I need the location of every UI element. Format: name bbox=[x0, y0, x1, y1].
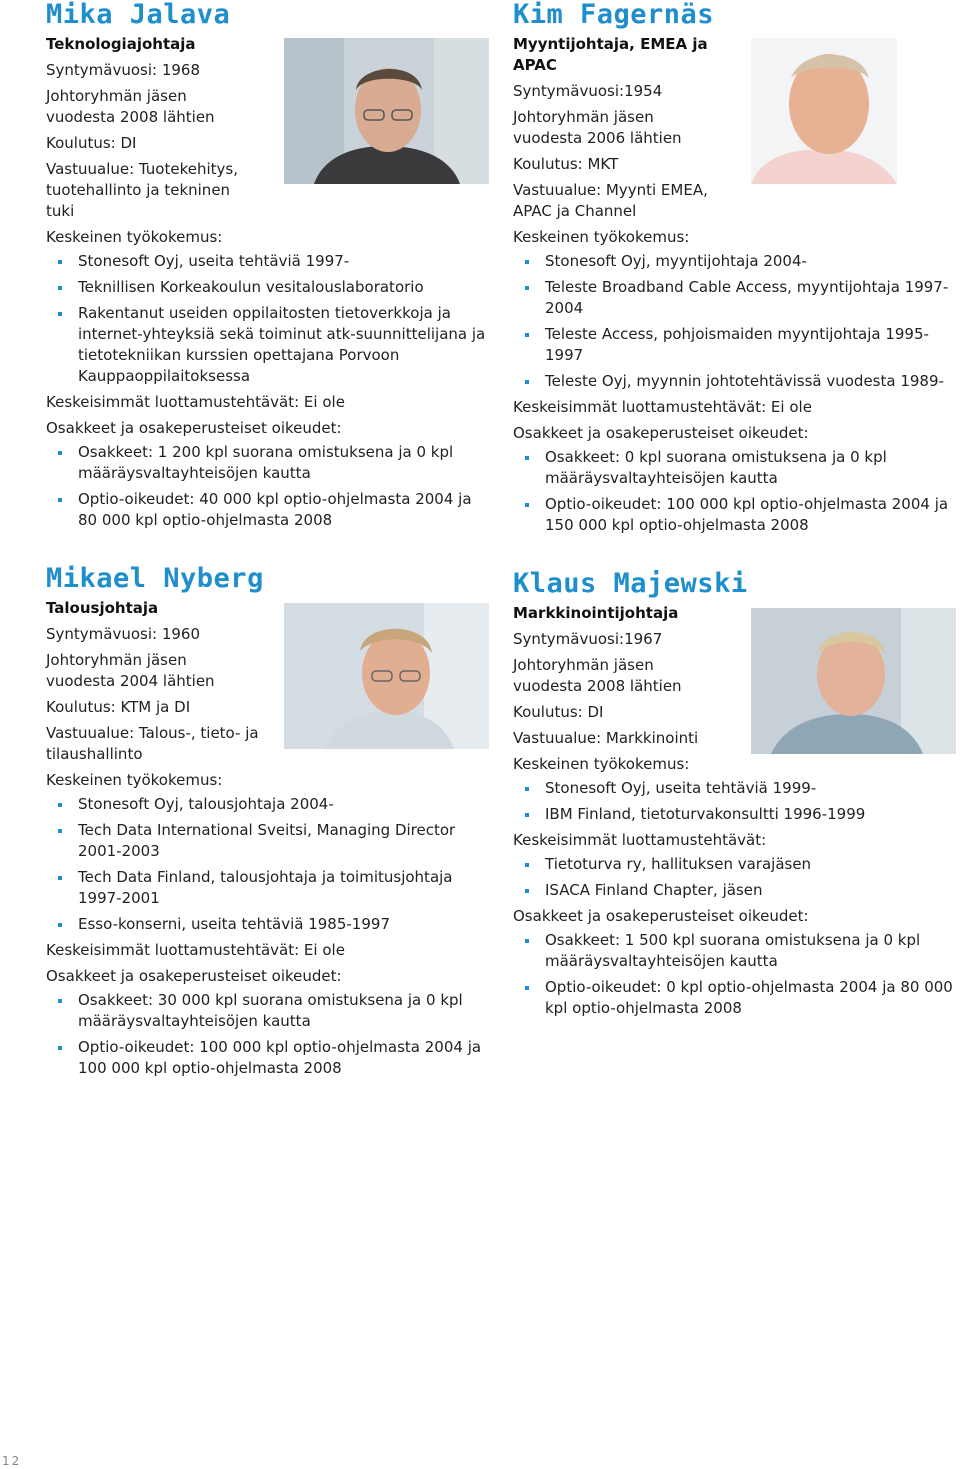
bullet-icon bbox=[525, 787, 529, 791]
list-item-text: ISACA Finland Chapter, jäsen bbox=[545, 881, 763, 899]
bullet-icon bbox=[58, 260, 62, 264]
list-item bbox=[513, 880, 958, 901]
list-item-text: Osakkeet: 0 kpl suorana omistuksena ja 0 kpl määräysvaltayhteisöjen kautta bbox=[545, 448, 887, 487]
list-item-text: Rakentanut useiden oppilaitosten tietoverkkoja ja internet-yhteyksiä sekä toiminut atk-suunnittelijana ja tietotekniikan kurssien opettajana Porvoon Kauppaoppilaitoksessa bbox=[78, 304, 486, 385]
list-item bbox=[513, 977, 958, 1019]
bullet-icon bbox=[525, 939, 529, 943]
list-item-text: Esso-konserni, useita tehtäviä 1985-1997 bbox=[78, 915, 390, 933]
education: Koulutus: DI bbox=[46, 134, 137, 152]
bullet-icon bbox=[58, 876, 62, 880]
shares-label: Osakkeet ja osakeperusteiset oikeudet: bbox=[46, 967, 342, 985]
bullet-icon bbox=[525, 813, 529, 817]
list-item-text: Tech Data Finland, talousjohtaja ja toimitusjohtaja 1997-2001 bbox=[78, 868, 453, 907]
list-item bbox=[46, 914, 491, 935]
list-item bbox=[46, 303, 491, 387]
trust-label: Keskeisimmät luottamustehtävät: Ei ole bbox=[46, 393, 345, 411]
bullet-icon bbox=[58, 829, 62, 833]
bullet-icon bbox=[525, 889, 529, 893]
list-item-text: Osakkeet: 1 200 kpl suorana omistuksena ja 0 kpl määräysvaltayhteisöjen kautta bbox=[78, 443, 454, 482]
bullet-icon bbox=[525, 503, 529, 507]
responsibility: Vastuualue: Markkinointi bbox=[513, 729, 699, 747]
list-item-text: Tech Data International Sveitsi, Managing Director 2001-2003 bbox=[78, 821, 456, 860]
bullet-icon bbox=[525, 260, 529, 264]
experience-list bbox=[46, 794, 491, 935]
education: Koulutus: MKT bbox=[513, 155, 619, 173]
birth-year: Syntymävuosi:1967 bbox=[513, 630, 663, 648]
list-item bbox=[46, 794, 491, 815]
experience-list bbox=[513, 778, 958, 825]
list-item-text: Stonesoft Oyj, useita tehtäviä 1999- bbox=[545, 779, 817, 797]
list-item-text: Optio-oikeudet: 0 kpl optio-ohjelmasta 2004 ja 80 000 kpl optio-ohjelmasta 2008 bbox=[545, 978, 953, 1017]
experience-list bbox=[46, 251, 491, 387]
bullet-icon bbox=[525, 863, 529, 867]
shares-list bbox=[46, 990, 491, 1079]
experience-label: Keskeinen työkokemus: bbox=[513, 755, 690, 773]
bullet-icon bbox=[58, 451, 62, 455]
portrait-photo-mika-jalava bbox=[284, 38, 489, 184]
member-since: Johtoryhmän jäsen vuodesta 2008 lähtien bbox=[513, 656, 682, 695]
shares-label: Osakkeet ja osakeperusteiset oikeudet: bbox=[513, 907, 809, 925]
person-role: Markkinointijohtaja bbox=[513, 604, 679, 622]
birth-year: Syntymävuosi: 1968 bbox=[46, 61, 201, 79]
bullet-icon bbox=[525, 456, 529, 460]
bullet-icon bbox=[58, 1046, 62, 1050]
shares-list bbox=[46, 442, 491, 531]
portrait-photo-kim-fagernas bbox=[751, 38, 897, 184]
list-item-text: Stonesoft Oyj, myyntijohtaja 2004- bbox=[545, 252, 807, 270]
list-item bbox=[513, 494, 958, 536]
person-role: Talousjohtaja bbox=[46, 599, 159, 617]
person-name: Mika Jalava bbox=[46, 0, 231, 30]
shares-list bbox=[513, 447, 958, 536]
bullet-icon bbox=[58, 286, 62, 290]
list-item-text: IBM Finland, tietoturvakonsultti 1996-1999 bbox=[545, 805, 866, 823]
list-item bbox=[46, 990, 491, 1032]
experience-label: Keskeinen työkokemus: bbox=[46, 771, 223, 789]
education: Koulutus: DI bbox=[513, 703, 604, 721]
member-since: Johtoryhmän jäsen vuodesta 2008 lähtien bbox=[46, 87, 215, 126]
list-item bbox=[513, 778, 958, 799]
experience-list bbox=[513, 251, 958, 392]
trust-label: Keskeisimmät luottamustehtävät: Ei ole bbox=[513, 398, 812, 416]
list-item-text: Teleste Broadband Cable Access, myyntijohtaja 1997-2004 bbox=[545, 278, 949, 317]
list-item bbox=[46, 867, 491, 909]
responsibility: Vastuualue: Talous-, tieto- ja tilaushallinto bbox=[46, 724, 259, 763]
list-item-text: Stonesoft Oyj, useita tehtäviä 1997- bbox=[78, 252, 350, 270]
education: Koulutus: KTM ja DI bbox=[46, 698, 191, 716]
bullet-icon bbox=[58, 312, 62, 316]
bullet-icon bbox=[58, 803, 62, 807]
shares-label: Osakkeet ja osakeperusteiset oikeudet: bbox=[46, 419, 342, 437]
list-item-text: Osakkeet: 30 000 kpl suorana omistuksena ja 0 kpl määräysvaltayhteisöjen kautta bbox=[78, 991, 463, 1030]
list-item-text: Stonesoft Oyj, talousjohtaja 2004- bbox=[78, 795, 334, 813]
member-since: Johtoryhmän jäsen vuodesta 2006 lähtien bbox=[513, 108, 682, 147]
list-item bbox=[46, 277, 491, 298]
birth-year: Syntymävuosi: 1960 bbox=[46, 625, 201, 643]
list-item-text: Optio-oikeudet: 40 000 kpl optio-ohjelmasta 2004 ja 80 000 kpl optio-ohjelmasta 2008 bbox=[78, 490, 472, 529]
bullet-icon bbox=[58, 498, 62, 502]
experience-label: Keskeinen työkokemus: bbox=[513, 228, 690, 246]
list-item bbox=[513, 447, 958, 489]
list-item-text: Optio-oikeudet: 100 000 kpl optio-ohjelmasta 2004 ja 150 000 kpl optio-ohjelmasta 2008 bbox=[545, 495, 949, 534]
bullet-icon bbox=[58, 923, 62, 927]
shares-list bbox=[513, 930, 958, 1019]
person-name: Mikael Nyberg bbox=[46, 563, 264, 594]
person-role: Teknologiajohtaja bbox=[46, 35, 196, 53]
bullet-icon bbox=[525, 286, 529, 290]
list-item bbox=[513, 277, 958, 319]
trust-label: Keskeisimmät luottamustehtävät: bbox=[513, 831, 767, 849]
list-item-text: Osakkeet: 1 500 kpl suorana omistuksena ja 0 kpl määräysvaltayhteisöjen kautta bbox=[545, 931, 921, 970]
shares-label: Osakkeet ja osakeperusteiset oikeudet: bbox=[513, 424, 809, 442]
list-item bbox=[46, 489, 491, 531]
experience-label: Keskeinen työkokemus: bbox=[46, 228, 223, 246]
list-item bbox=[513, 930, 958, 972]
list-item-text: Teknillisen Korkeakoulun vesitalouslaboratorio bbox=[78, 278, 424, 296]
list-item bbox=[46, 1037, 491, 1079]
person-name: Klaus Majewski bbox=[513, 568, 748, 599]
list-item bbox=[513, 371, 958, 392]
list-item-text: Teleste Oyj, myynnin johtotehtävissä vuodesta 1989- bbox=[545, 372, 944, 390]
person-role: Myyntijohtaja, EMEA ja APAC bbox=[513, 35, 708, 74]
portrait-photo-klaus-majewski bbox=[751, 608, 956, 754]
list-item bbox=[46, 820, 491, 862]
list-item-text: Optio-oikeudet: 100 000 kpl optio-ohjelmasta 2004 ja 100 000 kpl optio-ohjelmasta 2008 bbox=[78, 1038, 482, 1077]
page-number: 12 bbox=[2, 1454, 22, 1468]
list-item bbox=[46, 251, 491, 272]
responsibility: Vastuualue: Tuotekehitys, tuotehallinto ja tekninen tuki bbox=[46, 160, 238, 220]
bullet-icon bbox=[525, 986, 529, 990]
bullet-icon bbox=[58, 999, 62, 1003]
birth-year: Syntymävuosi:1954 bbox=[513, 82, 663, 100]
responsibility: Vastuualue: Myynti EMEA, APAC ja Channel bbox=[513, 181, 708, 220]
list-item bbox=[513, 324, 958, 366]
member-since: Johtoryhmän jäsen vuodesta 2004 lähtien bbox=[46, 651, 215, 690]
list-item bbox=[513, 854, 958, 875]
list-item-text: Tietoturva ry, hallituksen varajäsen bbox=[545, 855, 812, 873]
bullet-icon bbox=[525, 333, 529, 337]
trust-label: Keskeisimmät luottamustehtävät: Ei ole bbox=[46, 941, 345, 959]
list-item-text: Teleste Access, pohjoismaiden myyntijohtaja 1995-1997 bbox=[545, 325, 929, 364]
list-item bbox=[513, 251, 958, 272]
list-item bbox=[513, 804, 958, 825]
portrait-photo-mikael-nyberg bbox=[284, 603, 489, 749]
list-item bbox=[46, 442, 491, 484]
bullet-icon bbox=[525, 380, 529, 384]
person-name: Kim Fagernäs bbox=[513, 0, 715, 30]
trust-list bbox=[513, 854, 958, 901]
